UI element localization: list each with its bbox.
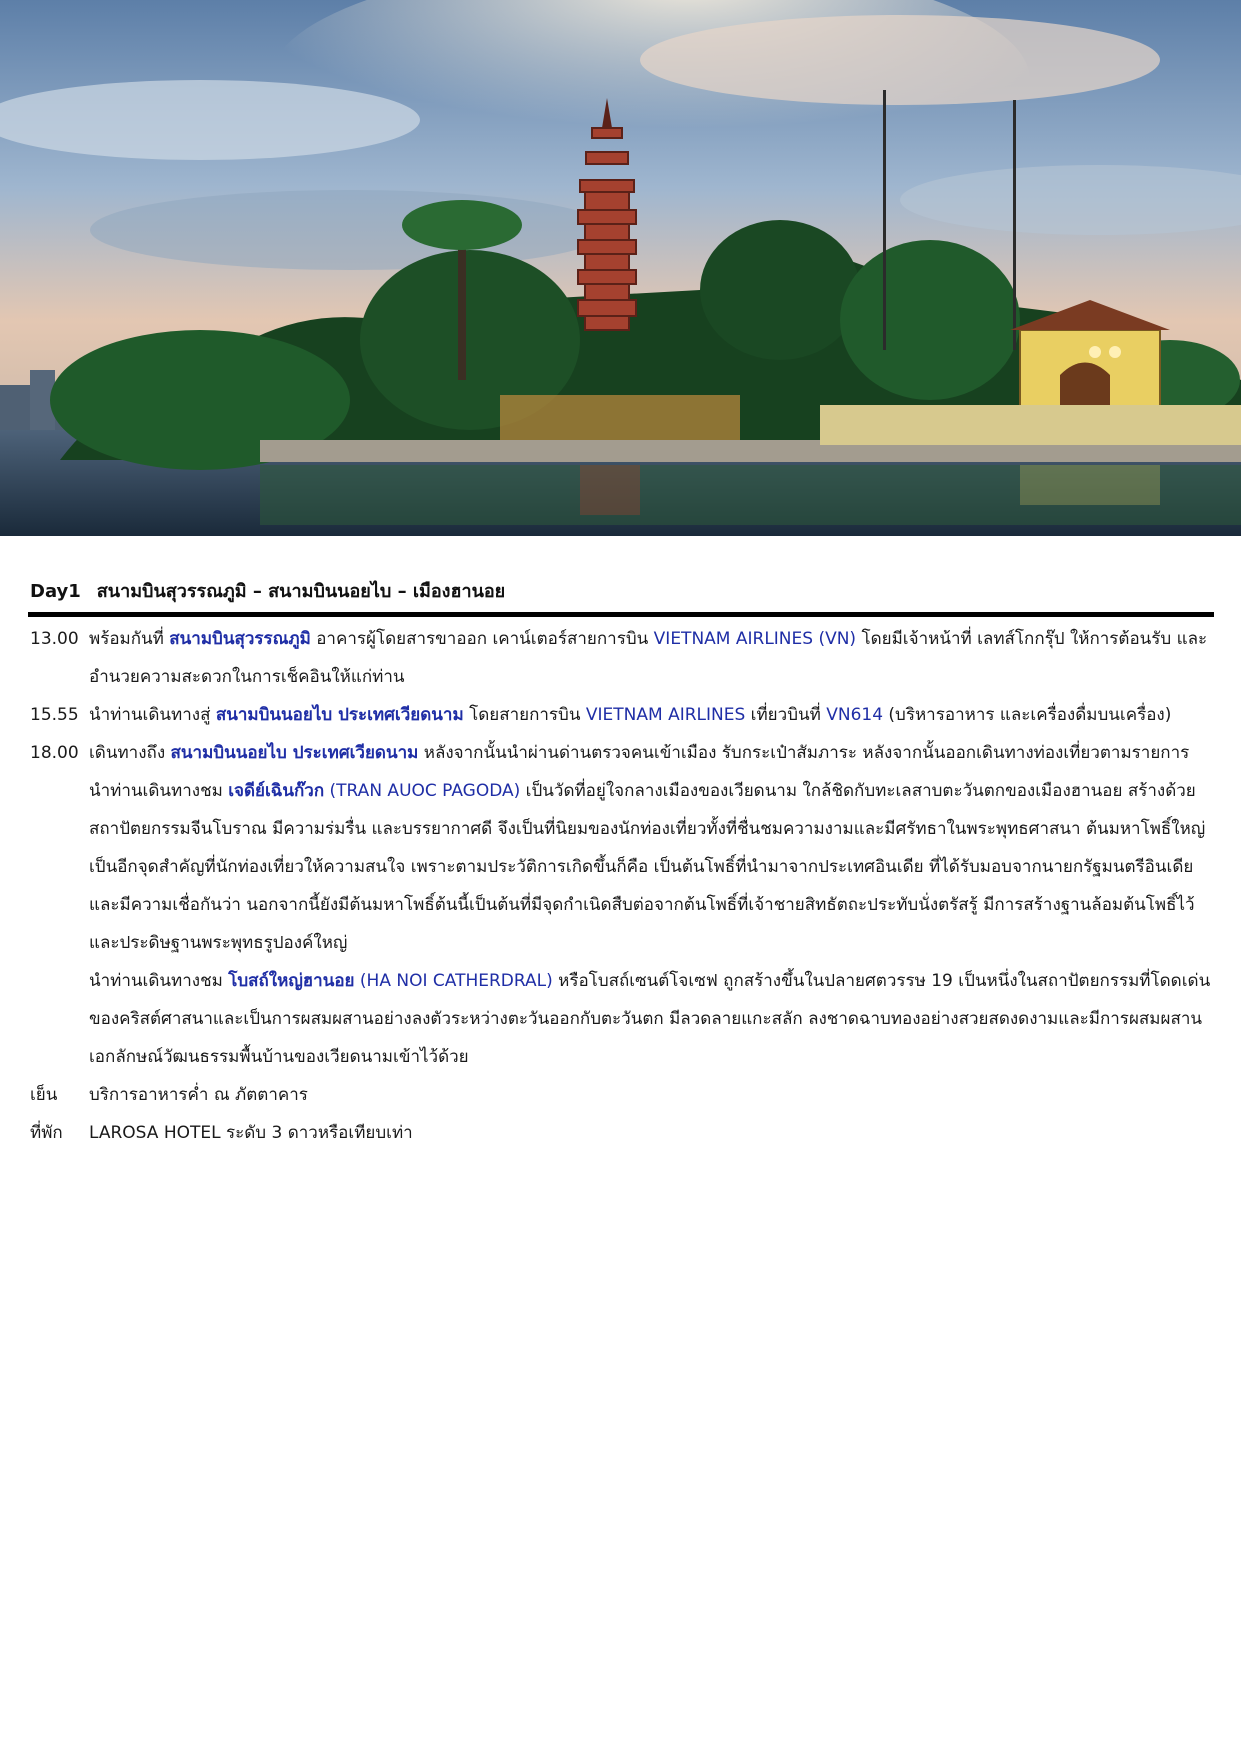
title-divider — [28, 612, 1214, 617]
itinerary-entry — [30, 620, 1214, 696]
day-route: สนามบินสุวรรณภูมิ – สนามบินนอยไบ – เมืองฮานอย — [96, 581, 506, 602]
entry-text: พร้อมกันที่ — [89, 629, 170, 649]
para-text: นำท่านเดินทางชม — [89, 971, 229, 991]
entry-text: เที่ยวบินที่ — [745, 705, 827, 725]
entry-highlight: VIETNAM AIRLINES — [585, 705, 746, 725]
cathedral-paragraph — [30, 962, 1214, 1076]
entry-time: 15.55 — [30, 705, 79, 725]
entry-text: (บริหารอาหาร และเครื่องดื่มบนเครื่อง) — [883, 705, 1172, 725]
pagoda-paragraph — [30, 772, 1214, 962]
para-text: เป็นวัดที่อยู่ใจกลางเมืองของเวียดนาม ใกล้ชิดกับทะเลสาบตะวันตกของเมืองฮานอย สร้างด้วยสถาปัตยกรรมจีนโบราณ มีความร่มรื่น และบรรยากาศดี จึงเป็นที่นิยมของนักท่องเที่ยวทั้งที่ชื่นชมความงามและมีศรัทธาในพระพุทธศาสนา ต้นมหาโพธิ์ใหญ่ เป็นอีกจุดสำคัญที่นักท่องเที่ยวให้ความสนใจ เพราะตามประวัติการเกิดขึ้นก็คือ เป็นต้นโพธิ์ที่นำมาจากประเทศอินเดีย ที่ได้รับมอบจากนายกรัฐมนตรีอินเดีย และมีความเชื่อกันว่า นอกจากนี้ยังมีต้นมหาโพธิ์ต้นนี้เป็นต้นที่มีจุดกำเนิดสืบต่อจากต้นโพธิ์ที่เจ้าชายสิทธัตถะประทับนั่งตรัสรู้ มีการสร้างฐานล้อมต้นโพธิ์ไว้ และประดิษฐานพระพุทธรูปองค์ใหญ่ — [89, 781, 1206, 953]
dinner-entry — [30, 1076, 1214, 1114]
para-highlight: (TRAN AUOC PAGODA) — [324, 781, 521, 801]
entry-text: เดินทางถึง — [89, 743, 171, 763]
hotel-text: LAROSA HOTEL ระดับ 3 ดาวหรือเทียบเท่า — [89, 1123, 413, 1143]
entry-highlight: สนามบินนอยไบ ประเทศเวียดนาม — [215, 705, 464, 725]
entry-text: อาคารผู้โดยสารขาออก เคาน์เตอร์สายการบิน — [310, 629, 654, 649]
day-label: Day1 — [30, 581, 81, 602]
hotel-entry — [30, 1114, 1214, 1152]
para-highlight: เจดีย์เฉินก๊วก — [228, 781, 325, 801]
para-highlight: โบสถ์ใหญ่ฮานอย — [228, 971, 355, 991]
itinerary — [30, 620, 1214, 1152]
entry-highlight: สนามบินสุวรรณภูมิ — [169, 629, 311, 649]
entry-description — [89, 696, 1214, 734]
day-title — [30, 576, 505, 605]
entry-highlight: สนามบินนอยไบ ประเทศเวียดนาม — [170, 743, 419, 763]
entry-description — [89, 734, 1214, 772]
entry-highlight: VIETNAM AIRLINES (VN) — [653, 629, 857, 649]
entry-time: 13.00 — [30, 629, 79, 649]
pagoda-landscape-illustration — [0, 0, 1241, 536]
hotel-label: ที่พัก — [30, 1123, 63, 1143]
para-text: นำท่านเดินทางชม — [89, 781, 229, 801]
hero-image — [0, 0, 1241, 536]
entry-highlight: VN614 — [826, 705, 884, 725]
para-text: หรือโบสถ์เซนต์โจเซฟ ถูกสร้างขึ้นในปลายศตวรรษ 19 เป็นหนึ่งในสถาปัตยกรรมที่โดดเด่นของคริสต์ศาสนาและเป็นการผสมผสานอย่างลงตัวระหว่างตะวันออกกับตะวันตก มีลวดลายแกะสลัก ลงชาดฉาบทองอย่างสวยสดงดงามและมีการผสมผสานเอกลักษณ์วัฒนธรรมพื้นบ้านของเวียดนามเข้าไว้ด้วย — [89, 971, 1211, 1067]
itinerary-entry — [30, 696, 1214, 734]
entry-text: โดยสายการบิน — [463, 705, 586, 725]
dinner-label: เย็น — [30, 1085, 58, 1105]
entry-text: นำท่านเดินทางสู่ — [89, 705, 216, 725]
itinerary-entry — [30, 734, 1214, 772]
entry-text: หลังจากนั้นนำผ่านด่านตรวจคนเข้าเมือง รับกระเป๋าสัมภาระ หลังจากนั้นออกเดินทางท่องเที่ยวตามรายการ — [418, 743, 1190, 763]
entry-description — [89, 620, 1214, 696]
entry-time: 18.00 — [30, 743, 79, 763]
para-highlight: (HA NOI CATHERDRAL) — [354, 971, 553, 991]
entry-text: โดยมีเจ้าหน้าที่ เลทส์โกกรุ๊ป ให้การต้อนรับ และ อำนวยความสะดวกในการเช็คอินให้แก่ท่าน — [89, 629, 1208, 687]
dinner-text: บริการอาหารค่ำ ณ ภัตตาคาร — [89, 1085, 308, 1105]
